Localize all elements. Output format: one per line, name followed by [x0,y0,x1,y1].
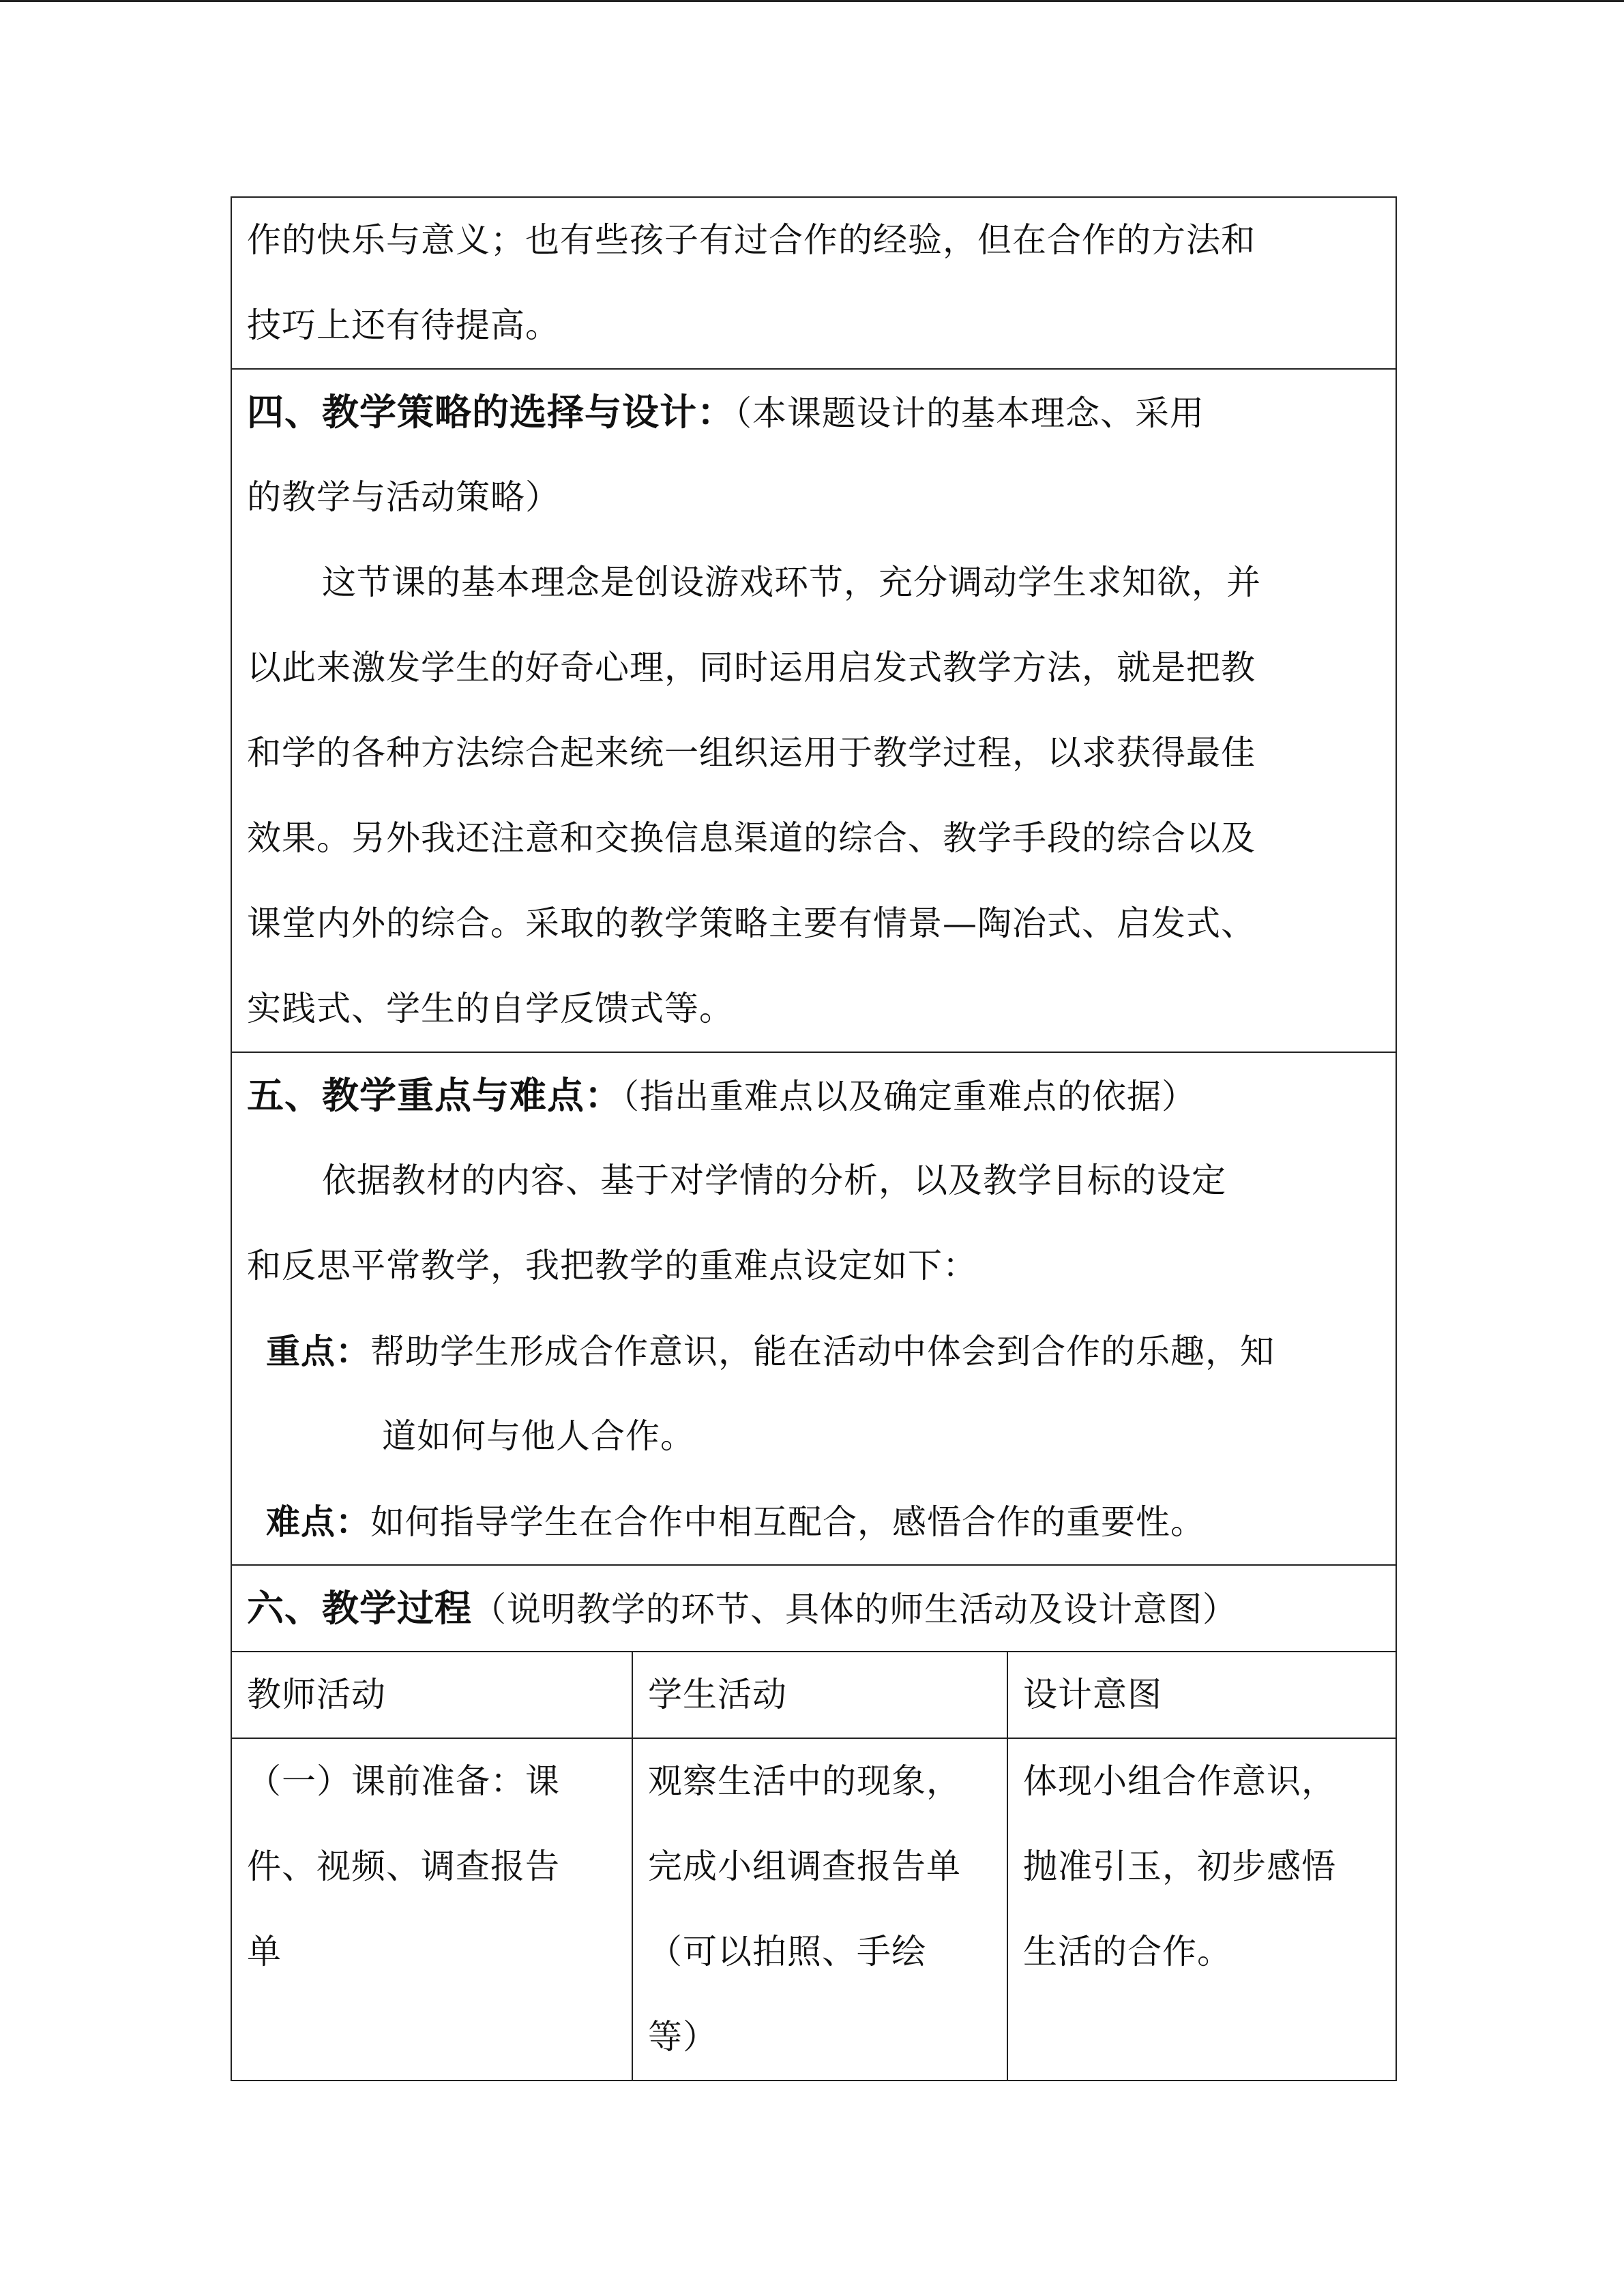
cell-line: 单 [247,1932,282,1971]
section-heading: 六、教学过程 [247,1586,472,1630]
cell-line: 生活的合作。 [1023,1932,1232,1971]
body-line: 这节课的基本理念是创设游戏环节，充分调动学生求知欲，并 [322,563,1261,602]
section-heading: 四、教学策略的选择与设计： [247,390,735,434]
section-heading-line [247,1566,1381,1651]
lesson-plan-table [231,196,1397,2081]
body-line: 效果。另外我还注意和交换信息渠道的综合、教学手段的综合以及 [247,818,1256,858]
column-header-teacher [232,1652,632,1738]
cell-line: 观察生活中的现象， [648,1761,961,1801]
section-note-continued: 的教学与活动策略） [247,477,560,517]
cell-line: 体现小组合作意识， [1023,1761,1336,1801]
difficulty-label: 难点： [266,1502,370,1542]
page-top-border [0,0,1624,2]
key-point-text-continued: 道如何与他人合作。 [382,1416,695,1456]
body-line: 技巧上还有待提高。 [247,305,560,345]
process-table-header [232,1651,1396,1738]
body-line: 依据教材的内容、基于对学情的分析，以及教学目标的设定 [322,1161,1226,1200]
key-point-line [247,1309,1381,1394]
section-note: （指出重难点以及确定重难点的依据） [622,1077,1196,1116]
cell-line: （可以拍照、手绘 [648,1932,926,1971]
column-header-student [632,1652,1007,1738]
process-table-row [232,1738,1396,2080]
section-heading: 五、教学重点与难点： [247,1073,622,1117]
section-key-points [232,1052,1396,1564]
body-line: 作的快乐与意义；也有些孩子有过合作的经验，但在合作的方法和 [247,220,1256,260]
section-teaching-process [232,1564,1396,1651]
cell-line: 完成小组调查报告单 [648,1847,961,1886]
section-heading-line [247,1053,1381,1138]
section-heading-line [247,370,1381,455]
cell-line: 等） [648,2017,718,2057]
column-header-label: 设计意图 [1023,1675,1162,1714]
key-point-text: 帮助学生形成合作意识，能在活动中体会到合作的乐趣，知 [370,1332,1275,1371]
difficulty-line [247,1479,1381,1564]
column-header-label: 教师活动 [247,1675,386,1714]
body-line: 以此来激发学生的好奇心理，同时运用启发式教学方法，就是把教 [247,648,1256,687]
column-header-label: 学生活动 [648,1675,787,1714]
key-point-label: 重点： [266,1331,370,1371]
teacher-activity-cell [232,1739,632,2080]
difficulty-text: 如何指导学生在合作中相互配合，感悟合作的重要性。 [370,1502,1205,1542]
section-teaching-strategy [232,368,1396,1052]
design-intent-cell [1007,1739,1396,2080]
student-activity-cell [632,1739,1007,2080]
cell-line: 抛准引玉，初步感悟 [1023,1847,1336,1886]
body-line: 和反思平常教学，我把教学的重难点设定如下： [247,1246,977,1285]
column-header-intent [1007,1652,1396,1738]
cell-line: （一）课前准备：课 [247,1761,560,1801]
section-learner-analysis-tail [232,198,1396,368]
body-line: 课堂内外的综合。采取的教学策略主要有情景—陶冶式、启发式、 [247,904,1256,943]
body-line: 实践式、学生的自学反馈式等。 [247,989,734,1028]
section-note: （本课题设计的基本理念、采用 [735,393,1205,433]
cell-line: 件、视频、调查报告 [247,1847,560,1886]
body-line: 和学的各种方法综合起来统一组织运用于教学过程，以求获得最佳 [247,733,1256,773]
section-note: （说明教学的环节、具体的师生活动及设计意图） [472,1590,1237,1629]
